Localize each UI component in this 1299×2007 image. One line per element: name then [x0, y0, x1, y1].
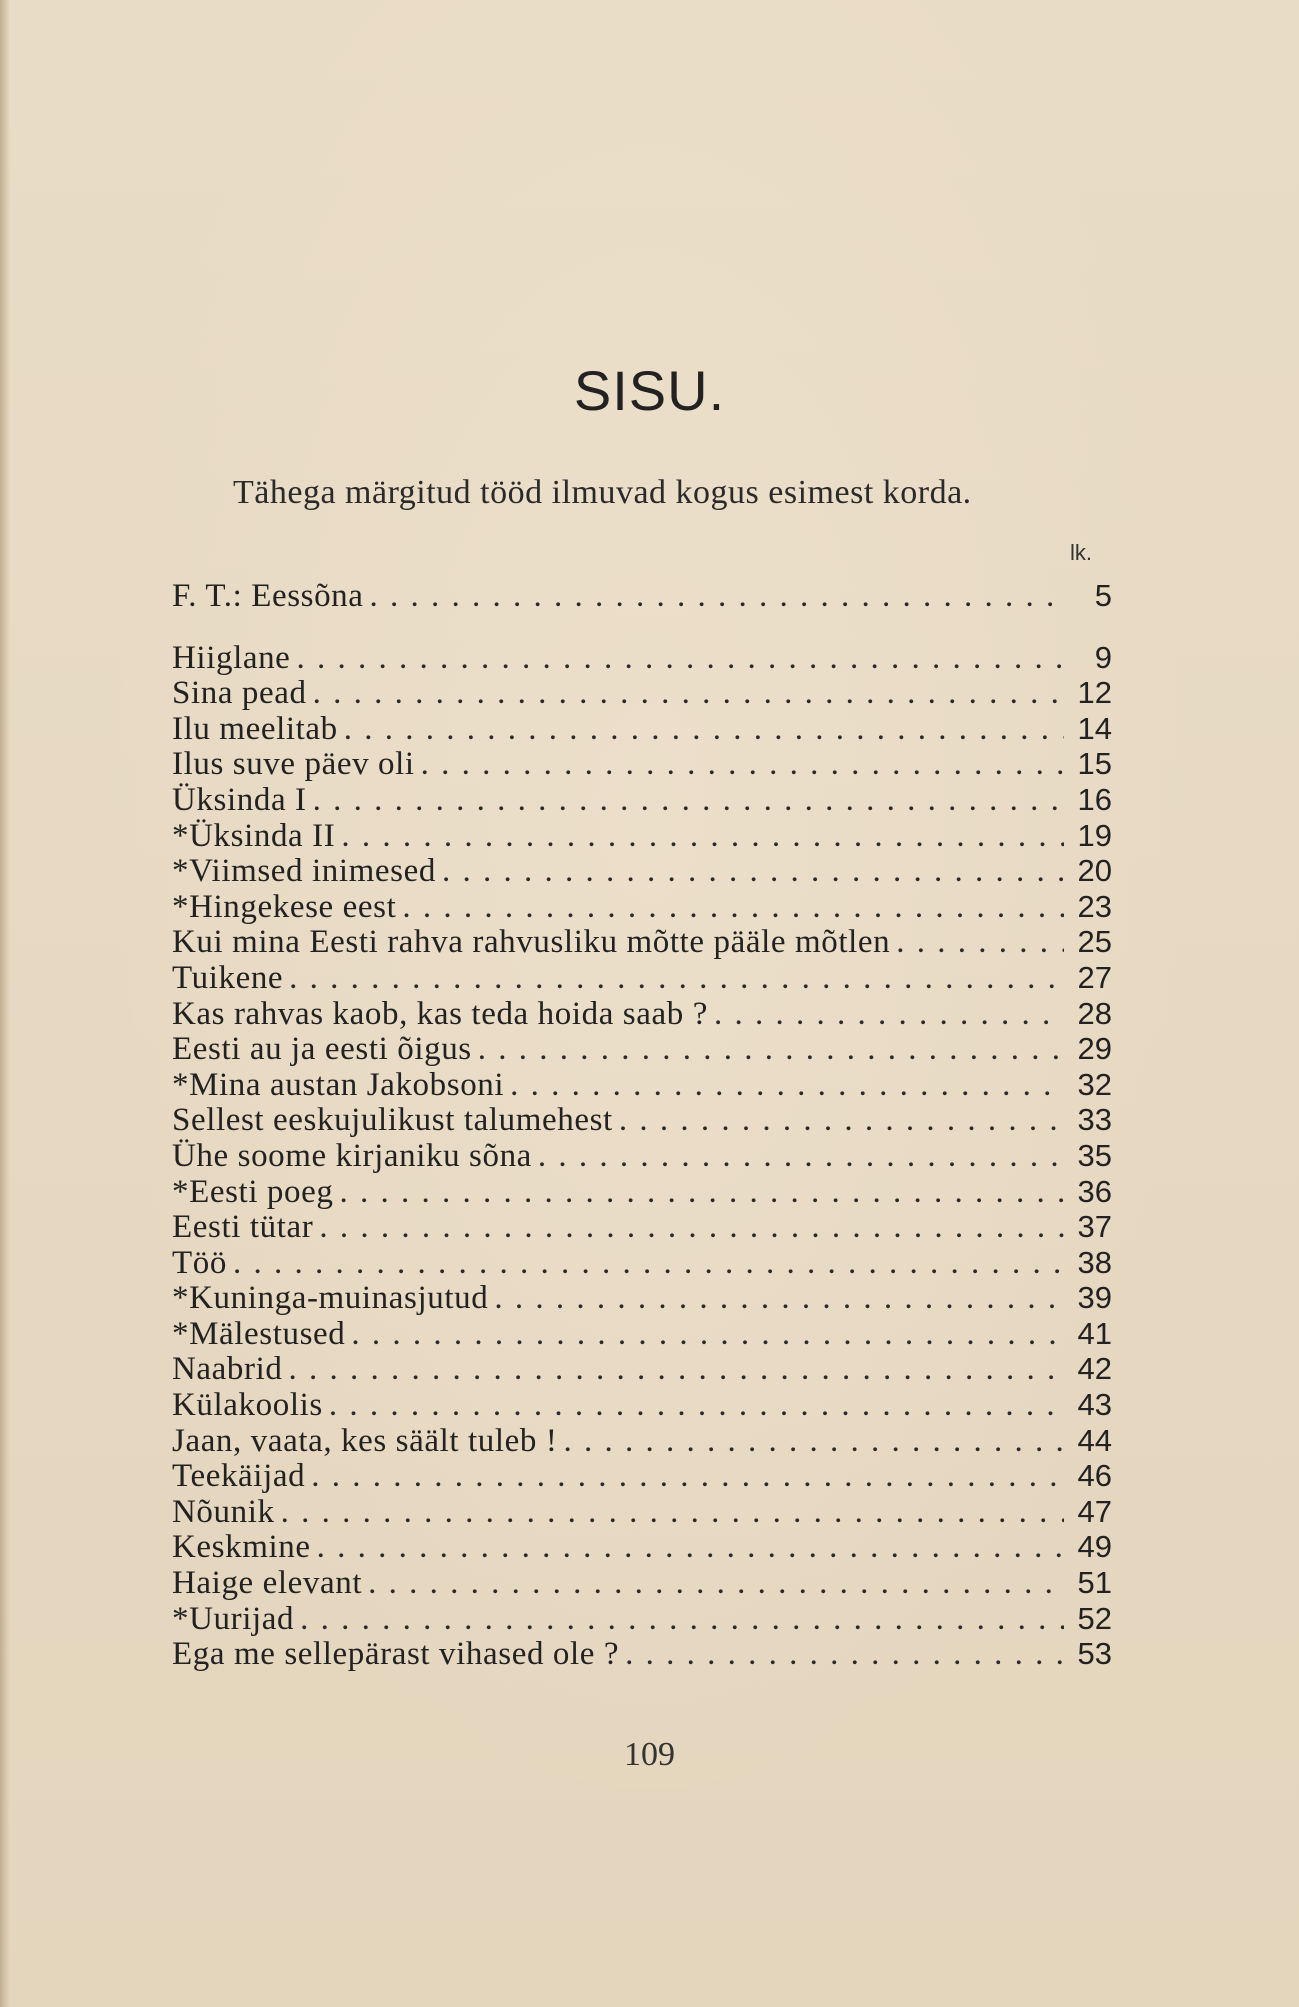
toc-entry-page: 39 [1077, 1280, 1112, 1316]
toc-entry [172, 1067, 1112, 1103]
toc-entry-page: 27 [1077, 959, 1112, 995]
dot-leader [896, 924, 1064, 961]
dot-leader [329, 1387, 1064, 1424]
toc-entry-page: 9 [1094, 639, 1112, 675]
toc-entry-page: 15 [1077, 746, 1112, 782]
dot-leader [300, 1601, 1064, 1638]
dot-leader [281, 1494, 1064, 1531]
page-title: SISU. [573, 359, 726, 422]
dot-leader [341, 818, 1064, 855]
toc-entry-title: Sina pead [172, 675, 307, 712]
dot-leader [319, 1209, 1064, 1246]
toc-entry [172, 924, 1112, 960]
toc-entry-page: 20 [1077, 853, 1112, 889]
toc-entry [172, 1138, 1112, 1174]
toc-entry-title: Eesti au ja eesti õigus [172, 1031, 472, 1068]
dot-leader [402, 889, 1064, 926]
asterisk-note: Tähega märgitud tööd ilmuvad kogus esimest korda. [233, 474, 972, 511]
toc-entry-page: 53 [1077, 1636, 1112, 1672]
toc-entry-title: Kui mina Eesti rahva rahvusliku mõtte pääle mõtlen [172, 924, 891, 961]
toc-entry-title: Külakoolis [172, 1387, 323, 1424]
toc-entry-title: Ilus suve päev oli [172, 746, 415, 783]
toc-entry-title: Ega me sellepärast vihased ole ? [172, 1636, 620, 1673]
toc-entry [172, 1102, 1112, 1138]
toc-entry-title: Ilu meelitab [172, 710, 338, 747]
toc-entry-title: *Kuninga-muinasjutud [172, 1280, 489, 1317]
toc-entry-title: Keskmine [172, 1529, 311, 1566]
toc-entry [172, 889, 1112, 925]
page-edge-shadow [0, 0, 10, 2007]
toc-entry [172, 1458, 1112, 1494]
toc-entry-page: 43 [1077, 1387, 1112, 1423]
toc-entry-title: F. T.: Eessõna [172, 578, 364, 614]
toc-entry [172, 711, 1112, 747]
dot-leader [317, 1529, 1064, 1566]
dot-leader [233, 1245, 1064, 1282]
toc-entry-page: 47 [1077, 1493, 1112, 1529]
toc-entry-page: 5 [1094, 578, 1112, 613]
toc-entry-title: *Viimsed inimesed [172, 853, 436, 890]
toc-entry [172, 1387, 1112, 1423]
toc-entry [172, 675, 1112, 711]
toc-entry-title: *Uurijad [172, 1600, 295, 1637]
page-number: 109 [624, 1736, 675, 1773]
toc-entry-page: 25 [1077, 924, 1112, 960]
dot-leader [296, 640, 1064, 677]
toc-entry-title: Kas rahvas kaob, kas teda hoida saab ? [172, 995, 708, 1032]
dot-leader [313, 675, 1064, 712]
toc-entry-page: 35 [1077, 1137, 1112, 1173]
toc-entry-page: 19 [1077, 817, 1112, 853]
table-of-contents [172, 578, 1112, 1672]
dot-leader [288, 1351, 1064, 1388]
toc-entry-title: Üksinda I [172, 781, 307, 818]
toc-entry [172, 1031, 1112, 1067]
toc-entry [172, 1494, 1112, 1530]
toc-entry [172, 1174, 1112, 1210]
toc-entry [172, 782, 1112, 818]
toc-entry-title: Ühe soome kirjaniku sõna [172, 1137, 532, 1174]
toc-entry-title: *Mälestused [172, 1315, 346, 1352]
toc-entry [172, 1636, 1112, 1672]
toc-entry-page: 28 [1077, 995, 1112, 1031]
dot-leader [421, 746, 1064, 783]
toc-entry [172, 1423, 1112, 1459]
dot-leader [313, 782, 1064, 819]
toc-entry-title: *Üksinda II [172, 817, 336, 854]
toc-entry-page: 37 [1077, 1209, 1112, 1245]
dot-leader [368, 1565, 1064, 1602]
toc-entry-title: Haige elevant [172, 1565, 363, 1602]
dot-leader [625, 1636, 1064, 1673]
toc-entry-title: Töö [172, 1244, 227, 1281]
toc-entry-title: *Hingekese eest [172, 888, 397, 925]
dot-leader [538, 1138, 1064, 1175]
toc-entry [172, 746, 1112, 782]
toc-entry-page: 49 [1077, 1529, 1112, 1565]
page-column-label: lk. [1070, 540, 1092, 565]
toc-entry-page: 38 [1077, 1244, 1112, 1280]
toc-entry-title: Nõunik [172, 1493, 275, 1530]
toc-entry [172, 818, 1112, 854]
dot-leader [370, 578, 1064, 615]
toc-entry-page: 23 [1077, 888, 1112, 924]
dot-leader [339, 1174, 1064, 1211]
dot-leader [714, 996, 1064, 1033]
toc-entry [172, 1529, 1112, 1565]
toc-entry [172, 853, 1112, 889]
toc-entry-page: 44 [1077, 1422, 1112, 1458]
toc-entry [172, 1245, 1112, 1281]
toc-entry [172, 1351, 1112, 1387]
toc-entry-title: *Eesti poeg [172, 1173, 334, 1210]
toc-entry-title: Naabrid [172, 1351, 283, 1388]
toc-entry-title: Eesti tütar [172, 1209, 314, 1246]
toc-entry [172, 1565, 1112, 1601]
toc-entry [172, 1280, 1112, 1316]
toc-entry-page: 32 [1077, 1066, 1112, 1102]
dot-leader [510, 1067, 1064, 1104]
dot-leader [478, 1031, 1064, 1068]
dot-leader [442, 853, 1064, 890]
dot-leader [351, 1316, 1064, 1353]
toc-entry-title: Teekäijad [172, 1458, 306, 1495]
toc-entry-title: Jaan, vaata, kes säält tuleb ! [172, 1422, 558, 1459]
dot-leader [344, 711, 1064, 748]
toc-entry [172, 996, 1112, 1032]
dot-leader [289, 960, 1064, 997]
toc-entry [172, 640, 1112, 676]
toc-entry-page: 41 [1077, 1315, 1112, 1351]
dot-leader [494, 1280, 1064, 1317]
toc-entry-title: Hiiglane [172, 639, 291, 676]
toc-entry-page: 16 [1077, 781, 1112, 817]
toc-entry [172, 578, 1112, 614]
toc-entry [172, 1601, 1112, 1637]
toc-entry-page: 51 [1077, 1565, 1112, 1601]
toc-entry [172, 1316, 1112, 1352]
toc-entry-page: 42 [1077, 1351, 1112, 1387]
dot-leader [563, 1423, 1064, 1460]
toc-entry-title: Sellest eeskujulikust talumehest [172, 1102, 613, 1139]
toc-entry-page: 12 [1077, 675, 1112, 711]
toc-entry-page: 46 [1077, 1458, 1112, 1494]
toc-entry-page: 52 [1077, 1600, 1112, 1636]
toc-entry-page: 29 [1077, 1031, 1112, 1067]
dot-leader [311, 1458, 1064, 1495]
toc-entry [172, 1209, 1112, 1245]
toc-entry-page: 33 [1077, 1102, 1112, 1138]
toc-entry-page: 36 [1077, 1173, 1112, 1209]
toc-entry-title: Tuikene [172, 959, 284, 996]
dot-leader [619, 1102, 1064, 1139]
toc-entry [172, 960, 1112, 996]
toc-entry-page: 14 [1077, 710, 1112, 746]
toc-entry-title: *Mina austan Jakobsoni [172, 1066, 505, 1103]
